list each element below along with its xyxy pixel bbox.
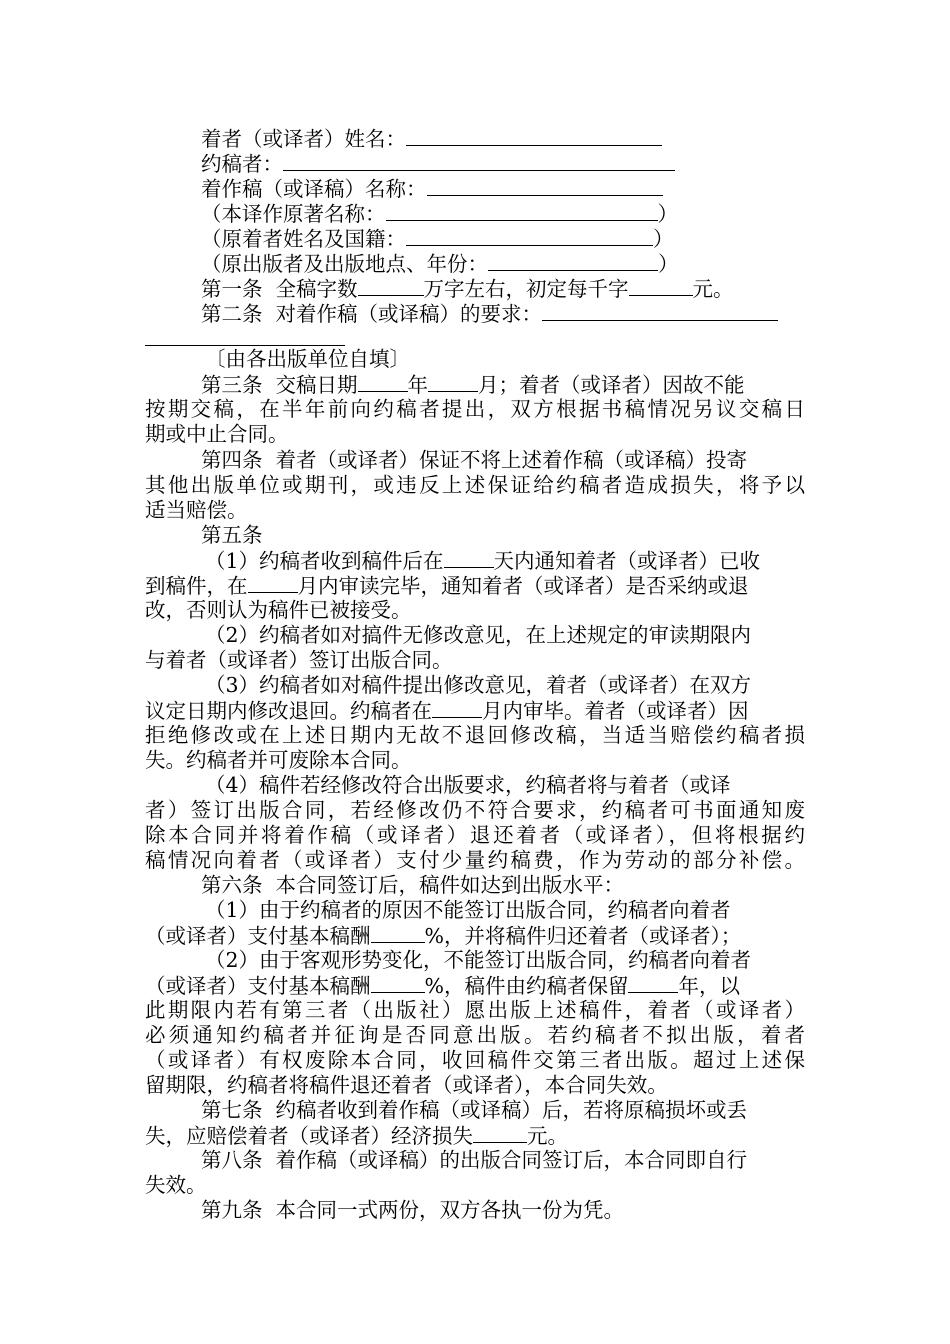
article-5-item-4-line-2: 者）签订出版合同，若经修改仍不符合要求，约稿者可书面通知废 [145,798,805,822]
article-6-item-2-line-2: （或译者）支付基本稿酬 %，稿件由约稿者保留 年，以 [145,974,740,998]
original-author-blank [406,226,653,246]
article-5-item-3-line-4: 失。约稿者并可废除本合同。 [145,748,412,772]
article-3-line-3: 期或中止合同。 [145,422,289,446]
original-author-line: （原着者姓名及国籍： ） [201,227,674,251]
article-5-item-1-line-3: 改，否则认为稿件已被接受。 [145,598,412,622]
article-3-line-1: 第三条 交稿日期 年 月；着者（或译者）因故不能 [201,373,745,397]
author-name-line [201,126,662,152]
review-months-blank [248,573,298,593]
author-name-label: 着者（或译者）姓名： [201,127,406,151]
article-6-title: 第六条 本合同签订后，稿件如达到出版水平： [201,873,625,897]
requirements-blank [542,301,778,321]
article-6-item-2-line-5: （或译者）有权废除本合同，收回稿件交第三者出版。超过上述保 [145,1048,805,1072]
original-publisher-blank [488,251,658,271]
article-5-title: 第五条 [201,523,263,547]
article-6-item-2-line-4: 必须通知约稿者并征询是否同意出版。若约稿者不拟出版，着者 [145,1023,805,1047]
article-7-line-2: 失，应赔偿着者（或译者）经济损失 元。 [145,1124,568,1148]
original-publisher-label: （原出版者及出版地点、年份： [201,252,488,276]
article-5-item-4-line-4: 稿情况向着者（或译者）支付少量约稿费，作为劳动的部分补偿。 [145,848,805,872]
commissioner-label: 约稿者： [201,152,283,176]
article-7-line-1: 第七条 约稿者收到着作稿（或译稿）后，若将原稿损坏或丢 [201,1098,748,1122]
damage-amount-blank [473,1123,527,1143]
original-title-blank [386,201,658,221]
commissioner-blank [283,151,675,171]
work-title-line [201,176,663,202]
original-publisher-line: （原出版者及出版地点、年份： ） [201,252,679,276]
article-6-item-2-line-1: （2）由于客观形势变化，不能签订出版合同，约稿者向着者 [205,948,752,972]
article-3-line-2: 按期交稿，在半年前向约稿者提出，双方根据书稿情况另议交稿日 [145,397,805,421]
article-5-item-4-line-3: 除本合同并将着作稿（或译者）退还着者（或译者），但将根据约 [145,823,805,847]
commissioner-line [201,151,675,177]
article-5-item-2-line-2: 与着者（或译者）签订出版合同。 [145,648,453,672]
article-5-item-2-line-1: （2）约稿者如对搞件无修改意见，在上述规定的审读期限内 [205,623,752,647]
original-title-line: （本译作原著名称： ） [201,202,678,226]
article-8-line-1: 第八条 着作稿（或译稿）的出版合同签订后，本合同即自行 [201,1148,748,1172]
article-5-item-3-line-2: 议定日期内修改退回。约稿者在 月内审毕。着者（或译者）因 [145,699,749,723]
work-title-label: 着作稿（或译稿）名称： [201,177,427,201]
article-4-line-2: 其他出版单位或期刊，或违反上述保证给约稿者造成损失，将予以 [145,473,805,497]
article-5-item-3-line-1: （3）约稿者如对稿件提出修改意见，着者（或译者）在双方 [205,673,752,697]
article-5-item-3-line-3: 拒绝修改或在上述日期内无故不退回修改稿，当适当赔偿约稿者损 [145,723,805,747]
article-9-line-1: 第九条 本合同一式两份，双方各执一份为凭。 [201,1198,625,1222]
article-8-line-2: 失效。 [145,1173,207,1197]
self-fill-note: 〔由各出版单位自填〕 [205,347,410,371]
article-6-item-2-line-3: 此期限内若有第三者（出版社）愿出版上述稿件，着者（或译者） [145,998,805,1022]
article-4-line-3: 适当赔偿。 [145,498,248,522]
article-4-line-1: 第四条 着者（或译者）保证不将上述着作稿（或译稿）投寄 [201,448,748,472]
original-title-label: （本译作原著名称： [201,202,386,226]
article-6-item-1-line-1: （1）由于约稿者的原因不能签订出版合同，约稿者向着者 [205,898,731,922]
article-5-item-1-line-2: 到稿件，在 月内审读完毕，通知着者（或译者）是否采纳或退 [145,574,749,598]
work-title-blank [427,176,663,196]
retention-years-blank [628,973,678,993]
notify-days-blank [444,548,494,568]
re-review-months-blank [432,698,482,718]
basic-fee-percent-blank-1 [371,923,425,943]
delivery-month-blank [428,372,478,392]
article-5-item-4-line-1: （4）稿件若经修改符合出版要求，约稿者将与着者（或译 [205,773,731,797]
article-1: 第一条 全稿字数 万字左右，初定每千字 元。 [201,277,734,301]
article-2: 第二条 对着作稿（或译稿）的要求： [201,301,778,327]
original-author-label: （原着者姓名及国籍： [201,227,406,251]
author-name-blank [406,126,662,146]
article-5-item-1-line-1: （1）约稿者收到稿件后在 天内通知着者（或译者）已收 [205,549,761,573]
word-count-blank [358,276,424,296]
basic-fee-percent-blank-2 [371,973,425,993]
delivery-year-blank [358,372,408,392]
rate-blank [629,276,693,296]
article-6-item-2-line-6: 留期限，约稿者将稿件退还着者（或译者），本合同失效。 [145,1073,668,1097]
article-6-item-1-line-2: （或译者）支付基本稿酬 %，并将稿件归还着者（或译者）； [145,924,742,948]
